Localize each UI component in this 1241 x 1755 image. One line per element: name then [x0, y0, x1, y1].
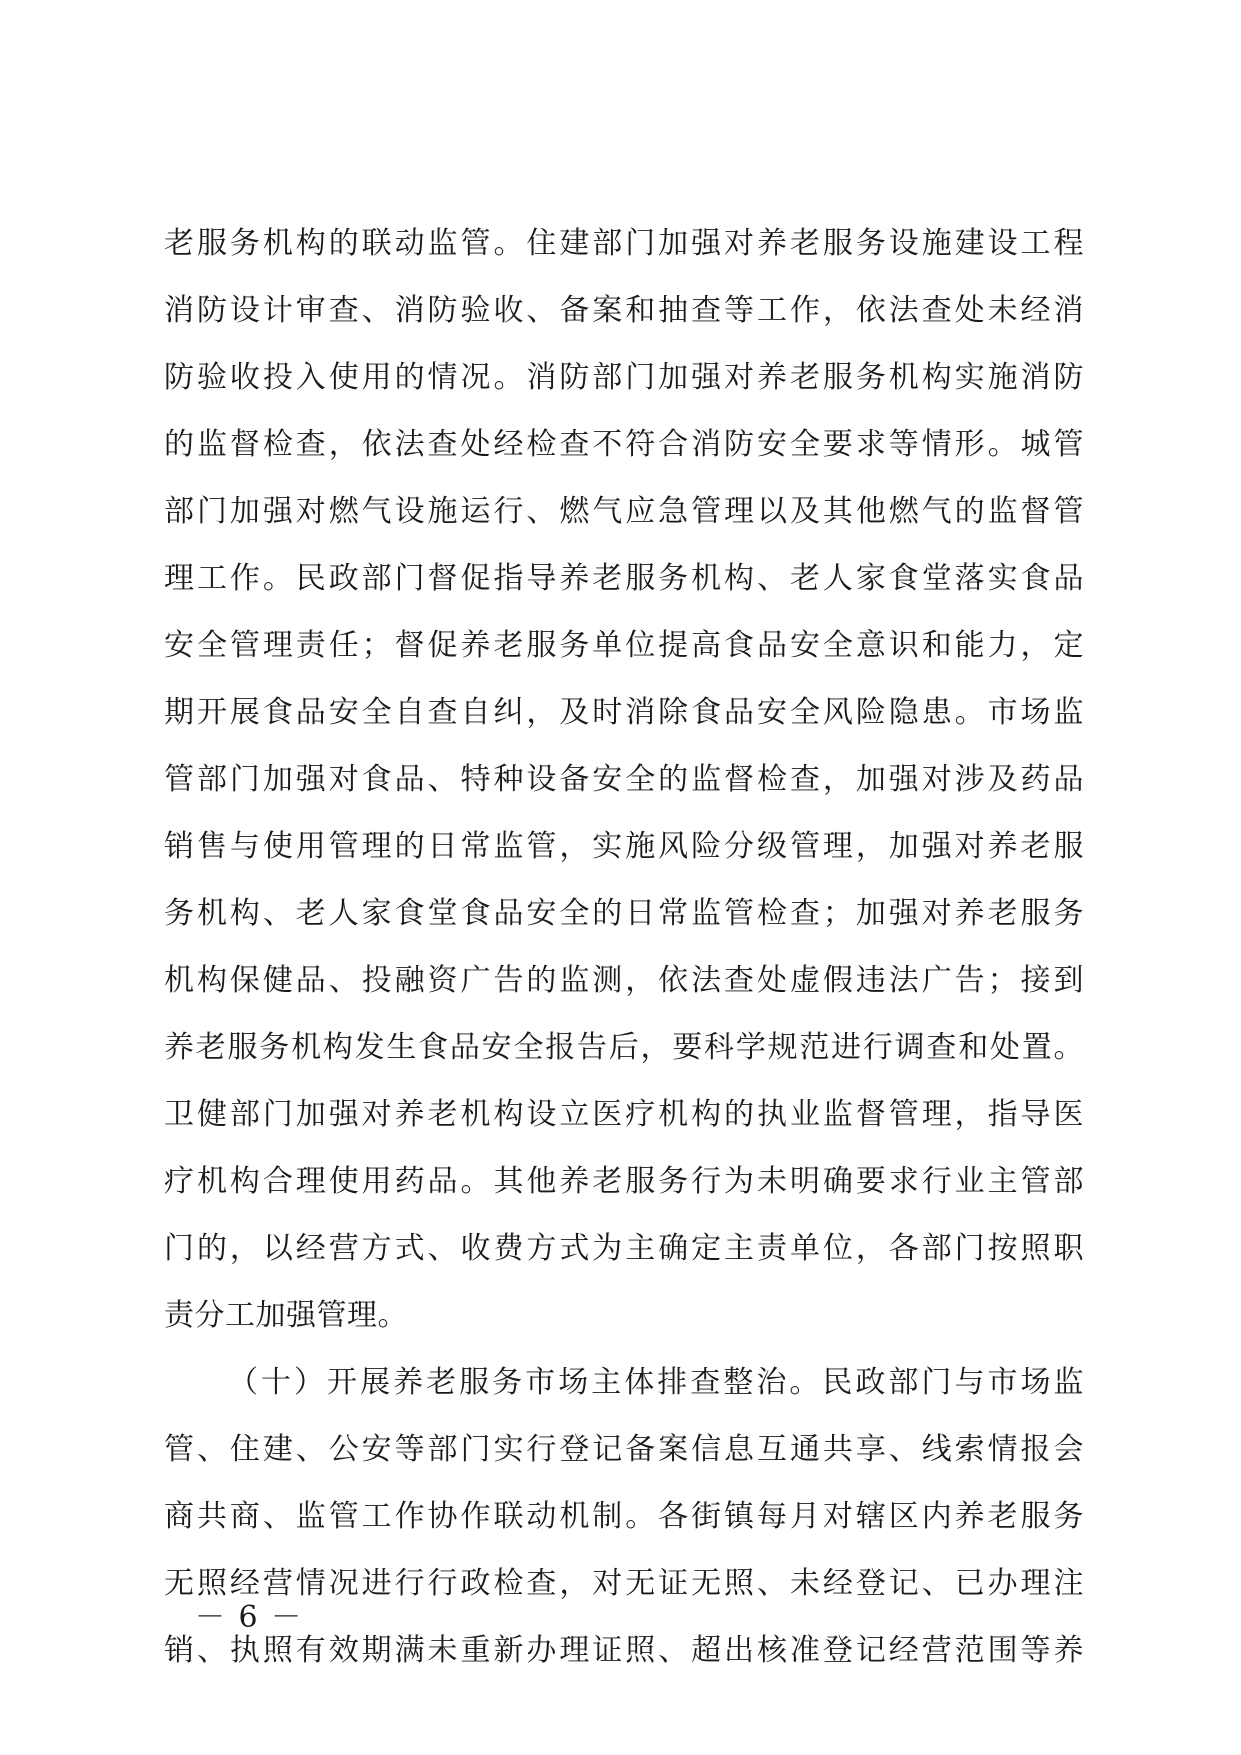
- text-line: 期开展食品安全自查自纠，及时消除食品安全风险隐患。市场监: [164, 695, 1084, 730]
- text-line: 防验收投入使用的情况。消防部门加强对养老服务机构实施消防: [164, 360, 1084, 395]
- page-number: － 6 －: [195, 1600, 304, 1635]
- text-line-paragraph-end: 责分工加强管理。: [164, 1298, 408, 1333]
- text-line: 管部门加强对食品、特种设备安全的监督检查，加强对涉及药品: [164, 762, 1084, 797]
- text-line: 疗机构合理使用药品。其他养老服务行为未明确要求行业主管部: [164, 1164, 1084, 1199]
- text-line: 养老服务机构发生食品安全报告后，要科学规范进行调查和处置。: [164, 1030, 1084, 1065]
- text-line: 销、执照有效期满未重新办理证照、超出核准登记经营范围等养: [164, 1633, 1084, 1668]
- text-line: 销售与使用管理的日常监管，实施风险分级管理，加强对养老服: [164, 829, 1084, 864]
- text-line: 商共商、监管工作协作联动机制。各街镇每月对辖区内养老服务: [164, 1499, 1084, 1534]
- text-line: 理工作。民政部门督促指导养老服务机构、老人家食堂落实食品: [164, 561, 1084, 596]
- section-heading-line: （十）开展养老服务市场主体排查整治。民政部门与市场监: [228, 1365, 1084, 1400]
- text-line: 务机构、老人家食堂食品安全的日常监管检查；加强对养老服务: [164, 896, 1084, 931]
- text-line: 无照经营情况进行行政检查，对无证无照、未经登记、已办理注: [164, 1566, 1084, 1601]
- text-line: 的监督检查，依法查处经检查不符合消防安全要求等情形。城管: [164, 427, 1084, 462]
- text-line: 老服务机构的联动监管。住建部门加强对养老服务设施建设工程: [164, 226, 1084, 261]
- text-line: 部门加强对燃气设施运行、燃气应急管理以及其他燃气的监督管: [164, 494, 1084, 529]
- text-line: 管、住建、公安等部门实行登记备案信息互通共享、线索情报会: [164, 1432, 1084, 1467]
- text-line: 安全管理责任；督促养老服务单位提高食品安全意识和能力，定: [164, 628, 1084, 663]
- text-line: 卫健部门加强对养老机构设立医疗机构的执业监督管理，指导医: [164, 1097, 1084, 1132]
- text-line: 门的，以经营方式、收费方式为主确定主责单位，各部门按照职: [164, 1231, 1084, 1266]
- text-line: 消防设计审查、消防验收、备案和抽查等工作，依法查处未经消: [164, 293, 1084, 328]
- text-line: 机构保健品、投融资广告的监测，依法查处虚假违法广告；接到: [164, 963, 1084, 998]
- body-text: [164, 222, 1084, 1696]
